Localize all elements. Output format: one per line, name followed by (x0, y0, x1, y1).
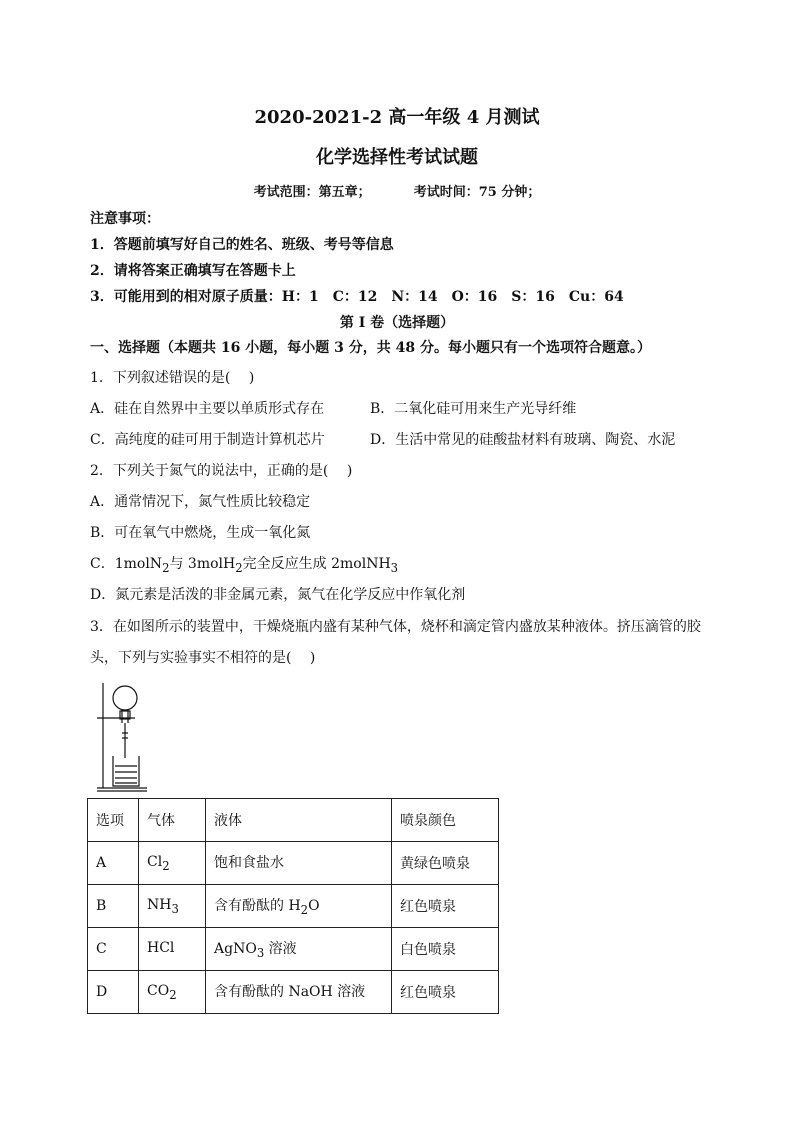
table-header-cell: 选项 (88, 799, 139, 842)
table-row (88, 885, 499, 928)
liquid-text: 饱和食盐水 (214, 855, 284, 872)
table-cell-color: 红色喷泉 (392, 885, 499, 928)
table-row (88, 842, 499, 885)
exam-title: 2020-2021-2 高一年级 4 月测试 (254, 107, 540, 128)
q1-option-c: C．高纯度的硅可用于制造计算机芯片 (90, 432, 325, 448)
exam-subtitle: 化学选择性考试试题 (316, 147, 478, 168)
volume-heading: 第 I 卷（选择题） (339, 315, 455, 331)
table-row (88, 971, 499, 1014)
liquid-text: AgNO (214, 941, 257, 958)
q2-c-text-3: 完全反应生成 2molNH (242, 556, 391, 572)
q2-option-d: D．氮元素是活泼的非金属元素，氮气在化学反应中作氧化剂 (90, 587, 466, 603)
q2-option-a: A．通常情况下，氮气性质比较稳定 (90, 494, 311, 510)
table-header-cell: 喷泉颜色 (392, 799, 499, 842)
section-heading: 一、选择题（本题共 16 小题，每小题 3 分，共 48 分。每小题只有一个选项符合题意。） (90, 340, 651, 356)
liquid-text: 含有酚酞的 NaOH 溶液 (214, 984, 366, 1001)
note-item-3: 3．可能用到的相对原子质量：H：1 C：12 N：14 O：16 S：16 Cu：64 (90, 289, 624, 305)
gas-formula: HCl (147, 939, 175, 956)
liquid-text: 含有酚酞的 H (214, 898, 301, 915)
table-cell-option: A (88, 842, 139, 885)
gas-formula: Cl (147, 853, 163, 870)
table-cell-color: 红色喷泉 (392, 971, 499, 1014)
q2-option-c (90, 555, 398, 577)
q1-option-b: B．二氧化硅可用来生产光导纤维 (370, 401, 577, 417)
q2-stem: 2．下列关于氮气的说法中，正确的是( ) (90, 463, 353, 479)
note-item-2: 2．请将答案正确填写在答题卡上 (90, 263, 296, 279)
table-cell-option: C (88, 928, 139, 971)
q2-c-text-2: 与 3molH (169, 556, 236, 572)
q2-c-sub-1: 2 (162, 560, 170, 575)
table-row (88, 928, 499, 971)
table-cell-liquid (206, 842, 392, 885)
q2-c-text-1: C．1molN (90, 556, 163, 572)
liquid-text-after: 溶液 (264, 941, 297, 958)
q3-options-table (87, 798, 499, 1014)
q2-c-sub-2: 2 (235, 560, 243, 575)
table-cell-color: 黄绿色喷泉 (392, 842, 499, 885)
q1-options-row2 (90, 431, 676, 449)
q2-c-sub-3: 3 (390, 560, 399, 575)
gas-formula: NH (147, 896, 172, 913)
table-header-row (88, 799, 499, 842)
exam-time: 考试时间：75 分钟； (413, 185, 541, 200)
q1-stem: 1．下列叙述错误的是( ) (90, 370, 255, 386)
table-cell-color: 白色喷泉 (392, 928, 499, 971)
q1-options-row1 (90, 400, 577, 418)
table-header-cell: 气体 (139, 799, 206, 842)
q1-option-d: D．生活中常见的硅酸盐材料有玻璃、陶瓷、水泥 (370, 432, 676, 448)
exam-info (0, 184, 794, 202)
table-cell-liquid (206, 885, 392, 928)
liquid-text-after: O (308, 898, 320, 915)
gas-subscript: 3 (171, 901, 179, 916)
gas-subscript: 2 (169, 987, 177, 1002)
fountain-apparatus-figure (95, 678, 155, 793)
note-item-1: 1．答题前填写好自己的姓名、班级、考号等信息 (90, 237, 394, 253)
q1-option-a: A．硅在自然界中主要以单质形式存在 (90, 401, 325, 417)
liquid-subscript: 3 (256, 945, 265, 960)
table-cell-gas (139, 971, 206, 1014)
table-cell-gas (139, 885, 206, 928)
table-cell-liquid (206, 928, 392, 971)
q2-option-b: B．可在氧气中燃烧，生成一氧化氮 (90, 525, 311, 541)
table-cell-gas (139, 928, 206, 971)
gas-subscript: 2 (162, 858, 170, 873)
table-cell-option: D (88, 971, 139, 1014)
gas-formula: CO (147, 982, 170, 999)
table-cell-liquid (206, 971, 392, 1014)
table-header-cell: 液体 (206, 799, 392, 842)
q3-stem-line2: 头，下列与实验事实不相符的是( ) (90, 650, 316, 666)
liquid-subscript: 2 (300, 902, 309, 917)
notes-heading: 注意事项： (90, 211, 160, 227)
table-cell-option: B (88, 885, 139, 928)
q3-stem-line1: 3．在如图所示的装置中，干燥烧瓶内盛有某种气体，烧杯和滴定管内盛放某种液体。挤压滴管的胶 (90, 619, 701, 635)
table-cell-gas (139, 842, 206, 885)
exam-range: 考试范围：第五章； (253, 185, 371, 200)
